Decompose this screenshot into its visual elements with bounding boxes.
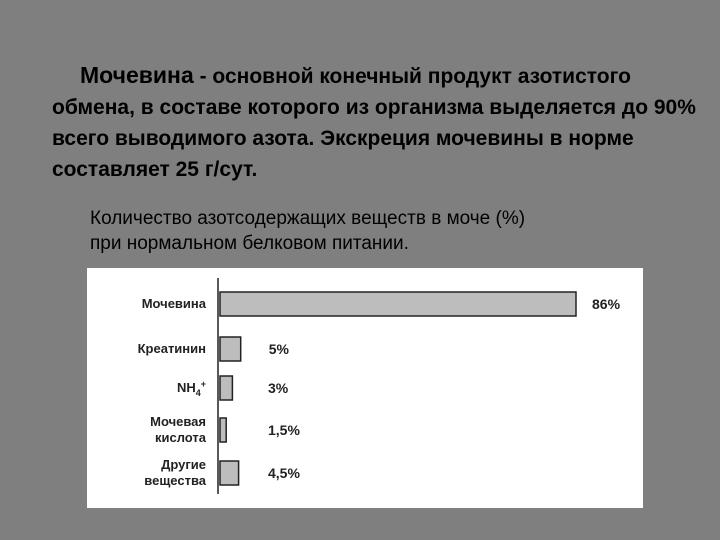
chart-caption (90, 206, 690, 256)
caption-line-2: при нормальном белковом питании. (90, 233, 409, 254)
bar-3 (220, 418, 226, 442)
category-label-3-1: кислота (154, 430, 206, 445)
value-label-2: 3% (268, 380, 289, 396)
intro-text: - основной конечный продукт азотистого обмена, в составе которого из организма выделяется до 90% всего выводимого азота. Экскреция мочевины в норме составляет 25 г/сут. (52, 65, 696, 181)
bar-0 (220, 292, 576, 316)
category-label-4-1: вещества (144, 473, 206, 488)
caption-line-1: Количество азотсодержащих веществ в моче (%) (90, 208, 526, 229)
value-label-1: 5% (268, 341, 289, 357)
intro-term: Мочевина (80, 62, 194, 88)
category-label-0-0: Мочевина (141, 296, 206, 311)
bar-2 (220, 376, 232, 400)
chart-panel (87, 268, 643, 508)
category-label-2-0: $NH_4^+$ (176, 379, 206, 398)
category-label-3-0: Мочевая (150, 414, 206, 429)
category-label-1-0: Креатинин (137, 341, 206, 356)
value-label-4: 4,5% (268, 465, 300, 481)
category-label-4-0: Другие (161, 457, 206, 472)
bar-1 (220, 337, 241, 361)
bar-4 (220, 461, 239, 485)
value-label-3: 1,5% (268, 422, 300, 438)
intro-paragraph (52, 60, 702, 185)
value-label-0: 86% (592, 296, 621, 312)
bar-chart (87, 268, 643, 508)
